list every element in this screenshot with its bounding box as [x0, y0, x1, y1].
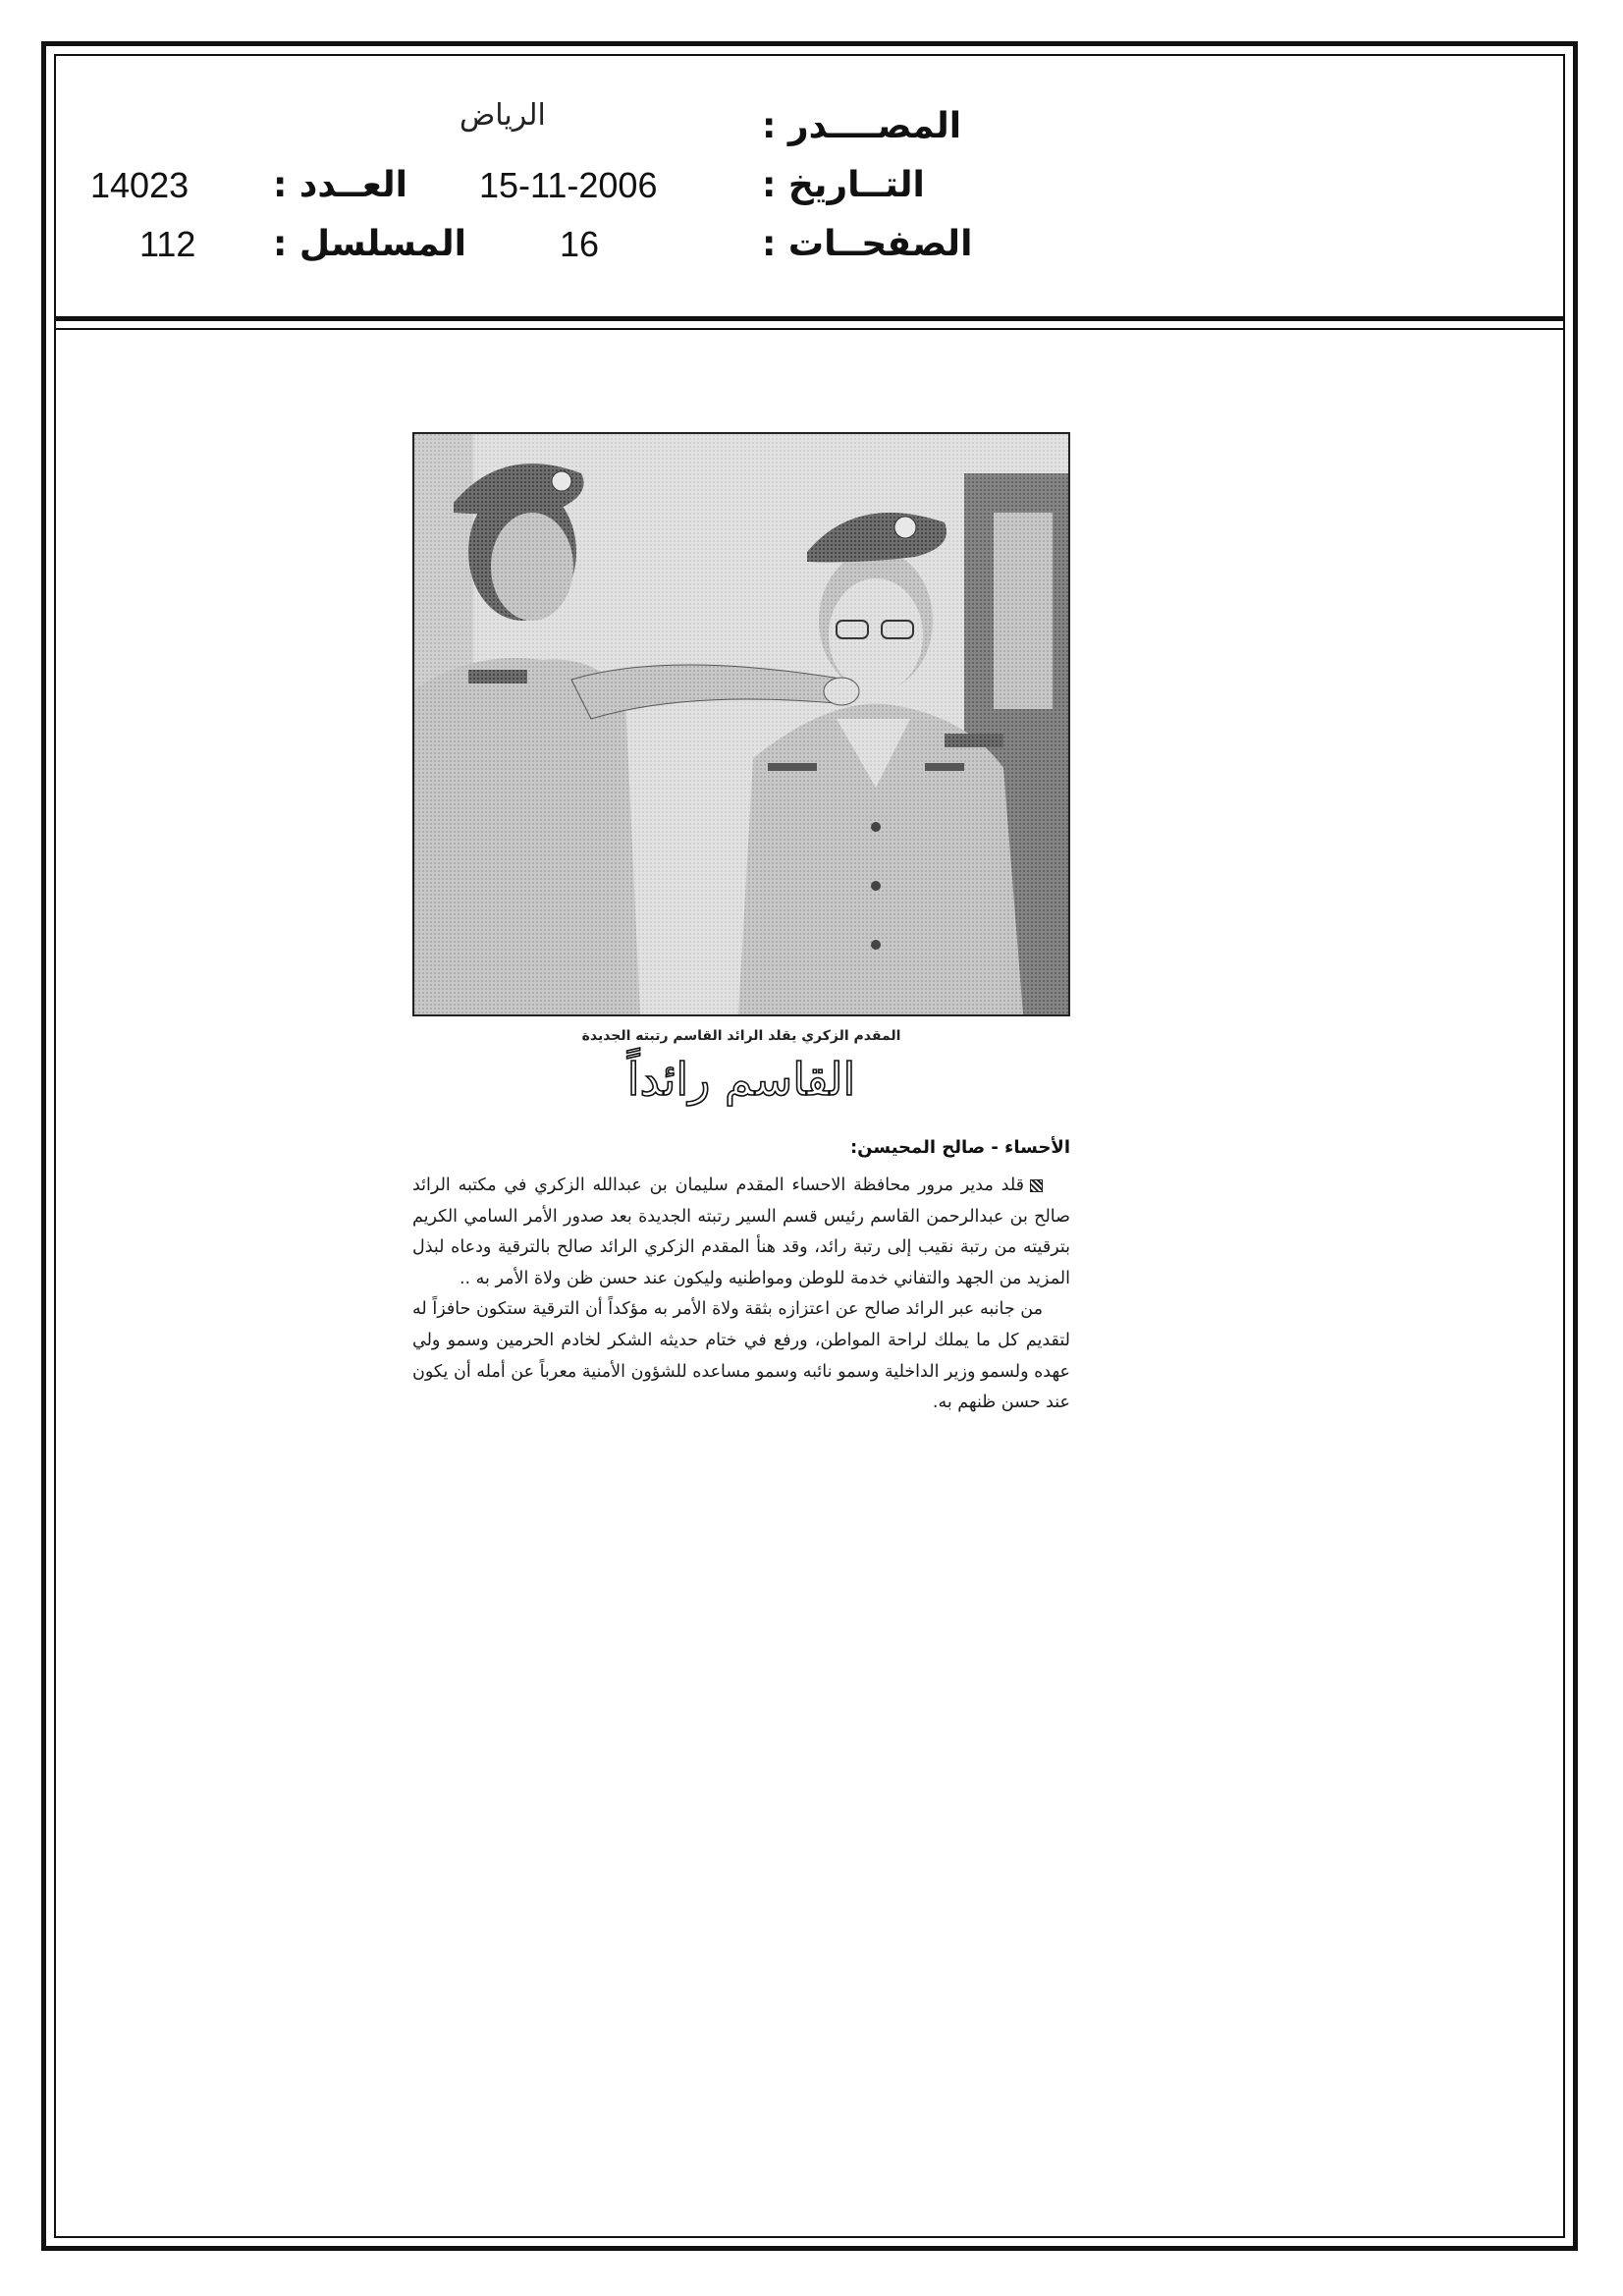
- header-divider-thin: [54, 328, 1565, 330]
- headline: القاسم رائداً: [626, 1053, 856, 1106]
- date-value: 15-11-2006: [479, 165, 658, 205]
- serial-value: 112: [139, 224, 196, 264]
- bullet-icon: [1030, 1179, 1043, 1192]
- news-photo: [412, 432, 1070, 1016]
- byline: الأحساء - صالح المحيسن:: [849, 1137, 1070, 1158]
- serial-label: المسلسل :: [273, 224, 467, 264]
- article-body: [412, 1171, 1070, 1419]
- issue-value: 14023: [90, 165, 189, 205]
- source-value: الرياض: [460, 98, 546, 133]
- source-label: المصــــدر :: [762, 106, 962, 146]
- pages-value: 16: [560, 224, 600, 264]
- photo-caption: المقدم الزكري يقلد الرائد القاسم رتبته الجديدة: [581, 1028, 901, 1044]
- pages-label: الصفحــات :: [762, 224, 973, 264]
- header-divider: [54, 316, 1565, 321]
- article-paragraph: [412, 1171, 1070, 1294]
- issue-label: العــدد :: [273, 165, 407, 205]
- date-label: التــاريخ :: [762, 165, 925, 205]
- paragraph-1-text: قلد مدير مرور محافظة الاحساء المقدم سليمان بن عبدالله الزكري في مكتبه الرائد صالح بن عبدالرحمن القاسم رئيس قسم السير رتبته الجديدة بعد صدور الأمر السامي الكريم بترقيته من رتبة نقيب إلى رتبة رائد، وقد هنأ المقدم الزكري الرائد صالح بالترقية ودعاه لبذل المزيد من الجهد والتفاني خدمة للوطن ومواطنيه وليكون عند حسن ظن ولاة الأمر به ..: [412, 1175, 1070, 1288]
- article-paragraph: من جانبه عبر الرائد صالح عن اعتزازه بثقة ولاة الأمر به مؤكداً أن الترقية ستكون حافزاً له لتقديم كل ما يملك لراحة المواطن، ورفع في ختام حديثه الشكر لخادم الحرمين وسمو ولي عهده ولسمو وزير الداخلية وسمو نائبه وسمو مساعده للشؤون الأمنية معرباً عن أمله أن يكون عند حسن ظنهم به.: [412, 1299, 1070, 1413]
